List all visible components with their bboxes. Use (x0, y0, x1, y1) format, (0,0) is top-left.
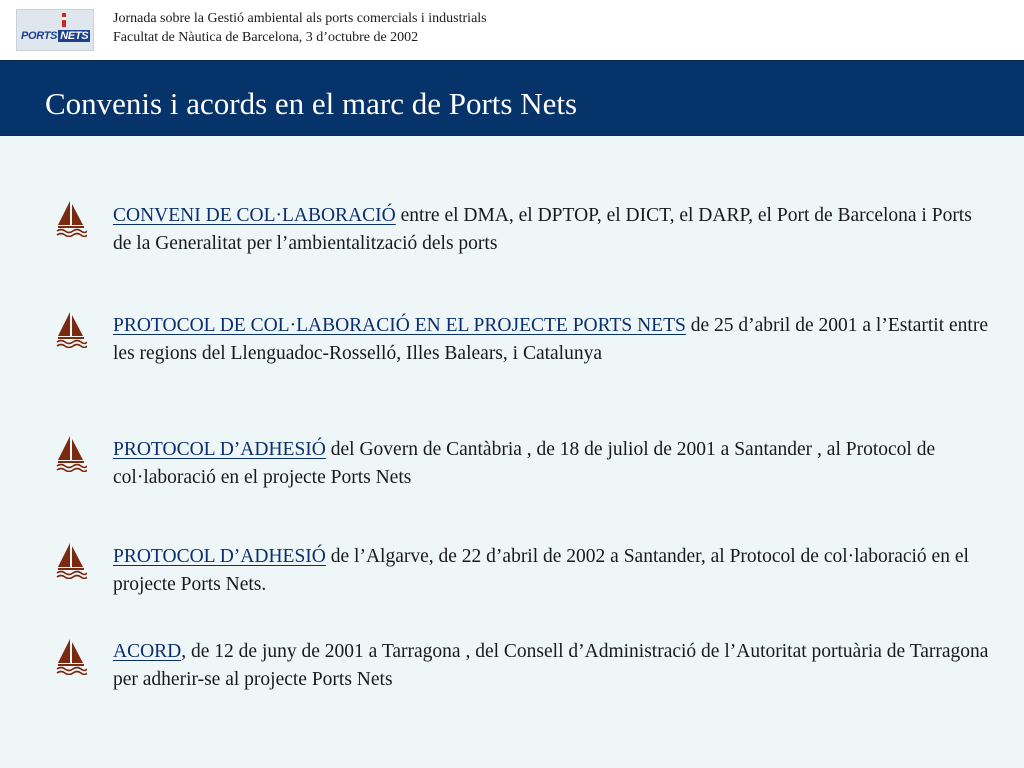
item-body: de l’Algarve, de 22 d’abril de 2002 a Santander, al Protocol de col·laboració en el projecte Ports Nets. (113, 546, 969, 595)
conference-venue-date: Facultat de Nàutica de Barcelona, 3 d’octubre de 2002 (113, 30, 419, 45)
logo-mark-icon (61, 13, 67, 27)
logo-text-ports: PORTS (21, 30, 58, 42)
sailboat-icon (55, 637, 87, 675)
item-text (113, 312, 993, 367)
item-text (113, 202, 993, 257)
item-body: entre el DMA, el DPTOP, el DICT, el DARP, el Port de Barcelona i Ports de la Generalitat per l’ambientalització dels ports (113, 205, 972, 254)
item-lead-link[interactable]: PROTOCOL DE COL·LABORACIÓ EN EL PROJECTE PORTS NETS (113, 315, 686, 336)
item-text (113, 436, 993, 491)
item-lead-link[interactable]: PROTOCOL D’ADHESIÓ (113, 439, 326, 460)
item-body: del Govern de Cantàbria , de 18 de juliol de 2001 a Santander , al Protocol de col·laboració en el projecte Ports Nets (113, 439, 936, 488)
logo-text-nets: NETS (60, 30, 89, 42)
conference-header (0, 0, 1024, 60)
item-text (113, 543, 993, 598)
title-bar (0, 60, 1024, 136)
sailboat-icon (55, 310, 87, 348)
logo-text (21, 30, 90, 42)
ports-nets-logo (16, 9, 94, 51)
item-lead-link[interactable]: PROTOCOL D’ADHESIÓ (113, 546, 326, 567)
item-body: de 25 d’abril de 2001 a l’Estartit entre les regions del Llenguadoc-Rosselló, Illes Balears, i Catalunya (113, 315, 988, 364)
sailboat-icon (55, 541, 87, 579)
item-lead-link[interactable]: CONVENI DE COL·LABORACIÓ (113, 205, 396, 226)
conference-title: Jornada sobre la Gestió ambiental als ports comercials i industrials (113, 11, 487, 26)
sailboat-icon (55, 434, 87, 472)
slide-title: Convenis i acords en el marc de Ports Nets (45, 86, 578, 121)
item-lead-link[interactable]: ACORD (113, 641, 182, 662)
item-text (113, 638, 993, 693)
item-body: , de 12 de juny de 2001 a Tarragona , del Consell d’Administració de l’Autoritat portuària de Tarragona per adherir-se al projecte Ports Nets (113, 641, 989, 690)
sailboat-icon (55, 199, 87, 237)
